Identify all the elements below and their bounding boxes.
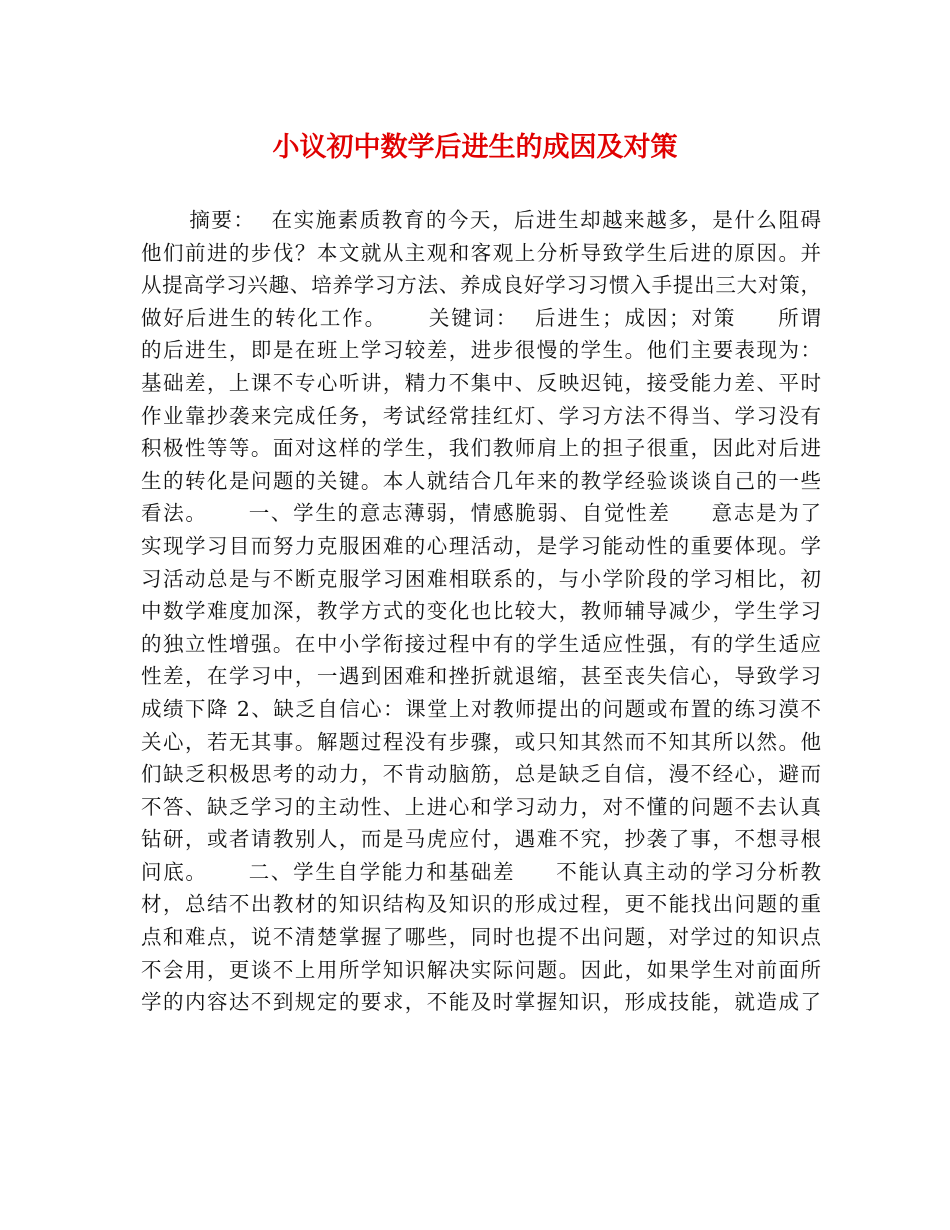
body-line: 问底。 二、学生自学能力和基础差 不能认真主动的学习分析教	[141, 859, 821, 884]
body-line: 关心，若无其事。解题过程没有步骤，或只知其然而不知其所以然。他	[141, 729, 821, 754]
document-title: 小议初中数学后进生的成因及对策	[272, 132, 678, 163]
body-line: 成绩下降 2、缺乏自信心：课堂上对教师提出的问题或布置的练习漠不	[141, 696, 821, 721]
body-line: 不会用，更谈不上用所学知识解决实际问题。因此，如果学生对前面所	[141, 957, 821, 982]
body-line: 实现学习目而努力克服困难的心理活动，是学习能动性的重要体现。学	[141, 533, 821, 558]
body-line: 钻研，或者请教别人，而是马虎应付，遇难不究，抄袭了事，不想寻根	[141, 827, 821, 852]
body-line: 生的转化是问题的关键。本人就结合几年来的教学经验谈谈自己的一些	[141, 468, 821, 493]
body-line: 习活动总是与不断克服学习困难相联系的，与小学阶段的学习相比，初	[141, 566, 821, 591]
document-body	[141, 204, 821, 1019]
body-line: 作业靠抄袭来完成任务，考试经常挂红灯、学习方法不得当、学习没有	[141, 403, 821, 428]
body-line: 的后进生，即是在班上学习较差，进步很慢的学生。他们主要表现为：	[141, 338, 821, 363]
body-line: 从提高学习兴趣、培养学习方法、养成良好学习习惯入手提出三大对策，	[141, 273, 821, 298]
body-line: 的独立性增强。在中小学衔接过程中有的学生适应性强，有的学生适应	[141, 631, 821, 656]
body-line: 做好后进生的转化工作。 关键词： 后进生；成因；对策 所谓	[141, 305, 821, 330]
body-line: 中数学难度加深，教学方式的变化也比较大，教师辅导减少，学生学习	[141, 599, 821, 624]
body-line: 学的内容达不到规定的要求，不能及时掌握知识，形成技能，就造成了	[141, 990, 821, 1015]
body-line: 点和难点，说不清楚掌握了哪些，同时也提不出问题，对学过的知识点	[141, 925, 821, 950]
body-line: 材，总结不出教材的知识结构及知识的形成过程，更不能找出问题的重	[141, 892, 821, 917]
body-line: 积极性等等。面对这样的学生，我们教师肩上的担子很重，因此对后进	[141, 436, 821, 461]
body-line: 摘要： 在实施素质教育的今天，后进生却越来越多，是什么阻碍	[141, 208, 821, 232]
body-line: 性差，在学习中，一遇到困难和挫折就退缩，甚至丧失信心，导致学习	[141, 664, 821, 689]
body-line: 不答、缺乏学习的主动性、上进心和学习动力，对不懂的问题不去认真	[141, 794, 821, 819]
body-line: 们缺乏积极思考的动力，不肯动脑筋，总是缺乏自信，漫不经心，避而	[141, 762, 821, 787]
body-line: 基础差，上课不专心听讲，精力不集中、反映迟钝，接受能力差、平时	[141, 370, 821, 395]
body-line: 看法。 一、学生的意志薄弱，情感脆弱、自觉性差 意志是为了	[141, 501, 821, 526]
body-line: 他们前进的步伐？本文就从主观和客观上分析导致学生后进的原因。并	[141, 240, 821, 265]
